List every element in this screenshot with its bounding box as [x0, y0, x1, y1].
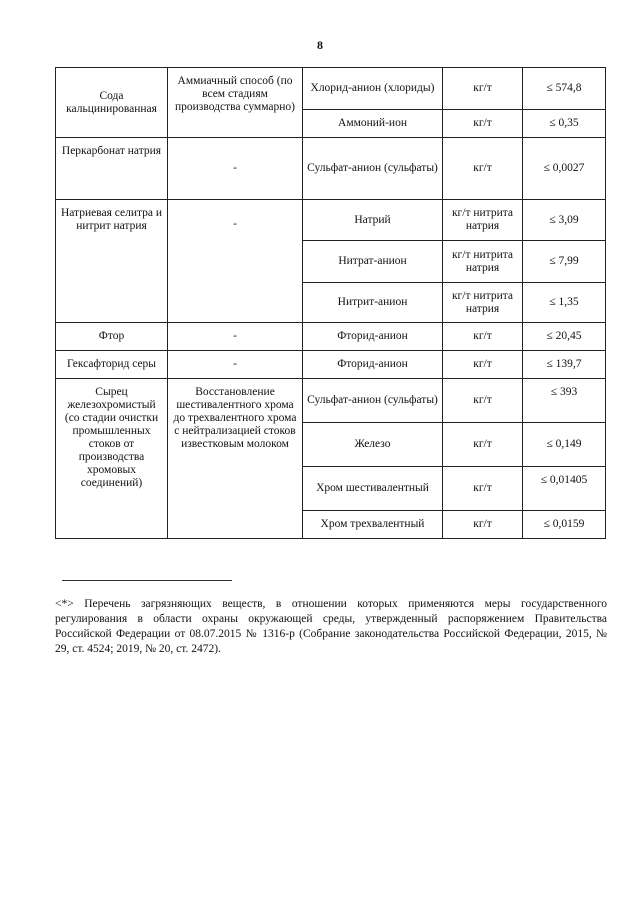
table-row: [56, 138, 606, 200]
table-row: [56, 323, 606, 351]
value-cell: ≤ 20,45: [523, 323, 606, 351]
value-cell: ≤ 7,99: [523, 241, 606, 283]
unit-cell: кг/т: [443, 467, 523, 511]
substance-cell: Перкарбонат натрия: [56, 138, 168, 200]
unit-cell: кг/т нитрита натрия: [443, 200, 523, 241]
method-cell: Восстановление шестивалентного хрома до трехвалентного хрома с нейтрализацией стоков известковым молоком: [168, 379, 303, 539]
unit-cell: кг/т нитрита натрия: [443, 241, 523, 283]
pollutant-cell: Нитрат-анион: [303, 241, 443, 283]
pollutant-cell: Нитрит-анион: [303, 283, 443, 323]
footnote-text: <*> Перечень загрязняющих веществ, в отношении которых применяются меры государственного регулирования в области охраны окружающей среды, утвержденный распоряжением Правительства Российской Федерации от 08.07.2015 № 1316-р (Собрание законодательства Российской Федерации, 2015, № 29, ст. 4524; 2019, № 20, ст. 2472).: [55, 598, 607, 655]
pollutant-cell: Сульфат-анион (сульфаты): [303, 379, 443, 423]
value-cell: ≤ 0,149: [523, 423, 606, 467]
unit-cell: кг/т нитрита натрия: [443, 283, 523, 323]
value-cell: ≤ 0,35: [523, 110, 606, 138]
value-cell: ≤ 574,8: [523, 68, 606, 110]
emission-norms-table: [55, 67, 606, 539]
value-cell: ≤ 0,0027: [523, 138, 606, 200]
pollutant-cell: Натрий: [303, 200, 443, 241]
pollutant-cell: Хром трехвалентный: [303, 511, 443, 539]
pollutant-cell: Сульфат-анион (сульфаты): [303, 138, 443, 200]
table-row: [56, 351, 606, 379]
value-cell: ≤ 0,01405: [523, 467, 606, 511]
table-row: [56, 379, 606, 423]
unit-cell: кг/т: [443, 68, 523, 110]
unit-cell: кг/т: [443, 138, 523, 200]
pollutant-cell: Фторид-анион: [303, 351, 443, 379]
method-cell: -: [168, 351, 303, 379]
table-row: [56, 200, 606, 241]
pollutant-cell: Хлорид-анион (хлориды): [303, 68, 443, 110]
unit-cell: кг/т: [443, 423, 523, 467]
substance-cell: Фтор: [56, 323, 168, 351]
substance-cell: Натриевая селитра и нитрит натрия: [56, 200, 168, 323]
unit-cell: кг/т: [443, 351, 523, 379]
page-number: 8: [317, 38, 323, 52]
unit-cell: кг/т: [443, 110, 523, 138]
unit-cell: кг/т: [443, 379, 523, 423]
table-row: [56, 68, 606, 110]
value-cell: ≤ 139,7: [523, 351, 606, 379]
pollutant-cell: Железо: [303, 423, 443, 467]
value-cell: ≤ 3,09: [523, 200, 606, 241]
pollutant-cell: Аммоний-ион: [303, 110, 443, 138]
substance-cell: Гексафторид серы: [56, 351, 168, 379]
substance-cell: Сода кальцинированная: [56, 68, 168, 138]
substance-cell: Сырец железохромистый (со стадии очистки промышленных стоков от производства хромовых соединений): [56, 379, 168, 539]
footnote-divider: [62, 580, 232, 581]
method-cell: Аммиачный способ (по всем стадиям производства суммарно): [168, 68, 303, 138]
unit-cell: кг/т: [443, 511, 523, 539]
value-cell: ≤ 1,35: [523, 283, 606, 323]
pollutant-cell: Фторид-анион: [303, 323, 443, 351]
value-cell: ≤ 0,0159: [523, 511, 606, 539]
method-cell: -: [168, 138, 303, 200]
value-cell: ≤ 393: [523, 379, 606, 423]
method-cell: -: [168, 200, 303, 323]
pollutant-cell: Хром шестивалентный: [303, 467, 443, 511]
unit-cell: кг/т: [443, 323, 523, 351]
method-cell: -: [168, 323, 303, 351]
